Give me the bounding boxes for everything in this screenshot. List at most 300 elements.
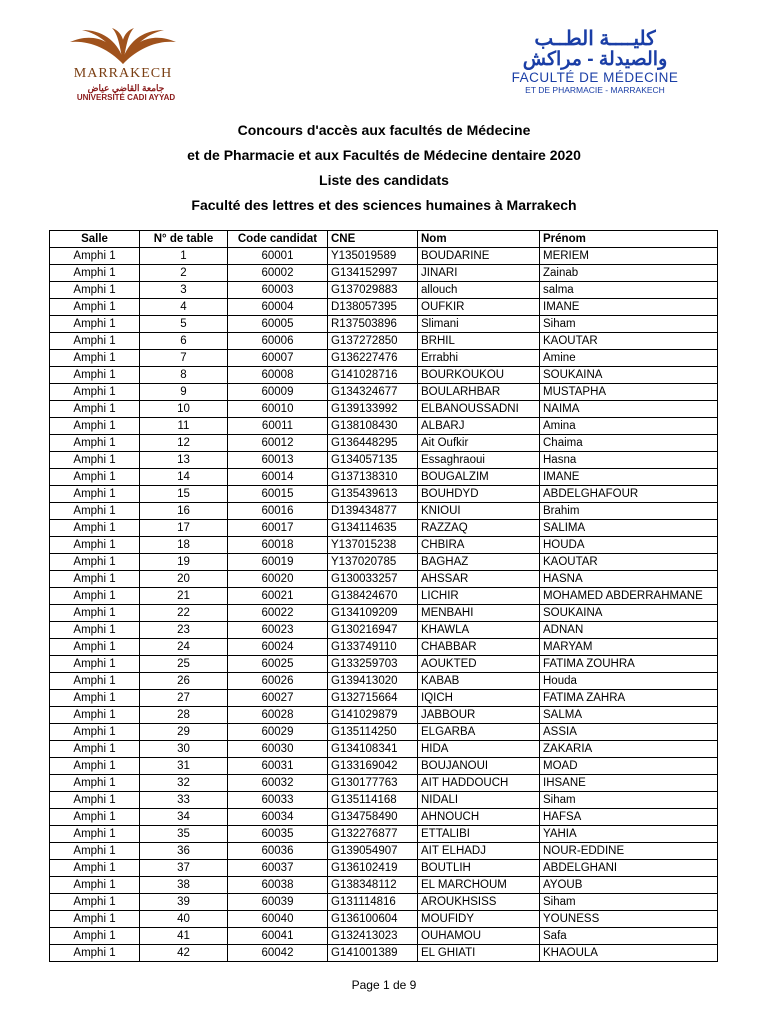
cell-table-number: 4 (140, 299, 228, 316)
cell-salle: Amphi 1 (50, 350, 140, 367)
table-row (50, 860, 718, 877)
table-row (50, 877, 718, 894)
table-row (50, 384, 718, 401)
cell-table-number: 40 (140, 911, 228, 928)
table-row (50, 758, 718, 775)
cell-salle: Amphi 1 (50, 299, 140, 316)
cell-candidate-code: 60022 (228, 605, 328, 622)
cell-cne: G136100604 (328, 911, 418, 928)
cell-salle: Amphi 1 (50, 809, 140, 826)
cell-last-name: JINARI (418, 265, 540, 282)
cell-first-name: IHSANE (540, 775, 718, 792)
cell-table-number: 42 (140, 945, 228, 962)
cell-last-name: EL MARCHOUM (418, 877, 540, 894)
cell-salle: Amphi 1 (50, 928, 140, 945)
cell-salle: Amphi 1 (50, 622, 140, 639)
cell-candidate-code: 60029 (228, 724, 328, 741)
cell-first-name: SALMA (540, 707, 718, 724)
cell-cne: G135114250 (328, 724, 418, 741)
cell-cne: G138424670 (328, 588, 418, 605)
cell-first-name: NAIMA (540, 401, 718, 418)
cell-cne: G137138310 (328, 469, 418, 486)
cell-cne: R137503896 (328, 316, 418, 333)
cell-candidate-code: 60007 (228, 350, 328, 367)
cell-candidate-code: 60034 (228, 809, 328, 826)
cell-salle: Amphi 1 (50, 384, 140, 401)
cell-salle: Amphi 1 (50, 316, 140, 333)
cell-first-name: Hasna (540, 452, 718, 469)
cell-first-name: MUSTAPHA (540, 384, 718, 401)
cell-table-number: 22 (140, 605, 228, 622)
title-line-3: Liste des candidats (319, 172, 449, 188)
cell-cne: Y137020785 (328, 554, 418, 571)
cell-candidate-code: 60004 (228, 299, 328, 316)
cell-candidate-code: 60028 (228, 707, 328, 724)
title-line-2: et de Pharmacie et aux Facultés de Médecine dentaire 2020 (187, 147, 581, 163)
cell-candidate-code: 60032 (228, 775, 328, 792)
cell-first-name: Siham (540, 792, 718, 809)
cell-cne: G133749110 (328, 639, 418, 656)
cell-last-name: ALBARJ (418, 418, 540, 435)
cell-salle: Amphi 1 (50, 741, 140, 758)
cell-candidate-code: 60019 (228, 554, 328, 571)
cell-cne: G134758490 (328, 809, 418, 826)
cell-first-name: MARYAM (540, 639, 718, 656)
cell-first-name: KAOUTAR (540, 333, 718, 350)
cell-table-number: 38 (140, 877, 228, 894)
cell-first-name: Amina (540, 418, 718, 435)
table-row (50, 401, 718, 418)
cell-last-name: AHSSAR (418, 571, 540, 588)
cell-last-name: BOUJANOUI (418, 758, 540, 775)
cell-first-name: salma (540, 282, 718, 299)
cell-last-name: Ait Oufkir (418, 435, 540, 452)
cell-salle: Amphi 1 (50, 401, 140, 418)
table-row (50, 554, 718, 571)
column-header-table-number: N° de table (140, 231, 228, 248)
table-row (50, 503, 718, 520)
cell-last-name: BOUTLIH (418, 860, 540, 877)
cell-first-name: Chaima (540, 435, 718, 452)
cell-table-number: 35 (140, 826, 228, 843)
cell-cne: G135114168 (328, 792, 418, 809)
cell-candidate-code: 60016 (228, 503, 328, 520)
cell-table-number: 34 (140, 809, 228, 826)
table-row (50, 843, 718, 860)
table-row (50, 367, 718, 384)
cell-first-name: SOUKAINA (540, 367, 718, 384)
cell-salle: Amphi 1 (50, 758, 140, 775)
cell-candidate-code: 60009 (228, 384, 328, 401)
cell-last-name: MENBAHI (418, 605, 540, 622)
cell-cne: G135439613 (328, 486, 418, 503)
cell-candidate-code: 60002 (228, 265, 328, 282)
cell-last-name: ELGARBA (418, 724, 540, 741)
cell-candidate-code: 60003 (228, 282, 328, 299)
cell-table-number: 7 (140, 350, 228, 367)
cell-candidate-code: 60042 (228, 945, 328, 962)
cell-salle: Amphi 1 (50, 792, 140, 809)
table-row (50, 265, 718, 282)
cell-salle: Amphi 1 (50, 469, 140, 486)
cell-first-name: IMANE (540, 299, 718, 316)
cell-first-name: YOUNESS (540, 911, 718, 928)
cell-table-number: 6 (140, 333, 228, 350)
cell-first-name: HAFSA (540, 809, 718, 826)
faculty-arabic-line1: كليــــة الطــب (534, 28, 656, 50)
cell-candidate-code: 60020 (228, 571, 328, 588)
column-header-salle: Salle (50, 231, 140, 248)
cell-cne: G137272850 (328, 333, 418, 350)
table-row (50, 282, 718, 299)
cell-salle: Amphi 1 (50, 435, 140, 452)
candidates-table (49, 230, 718, 962)
cell-salle: Amphi 1 (50, 486, 140, 503)
table-row (50, 809, 718, 826)
cell-last-name: EL GHIATI (418, 945, 540, 962)
table-row (50, 826, 718, 843)
cell-candidate-code: 60021 (228, 588, 328, 605)
cell-first-name: HASNA (540, 571, 718, 588)
cell-salle: Amphi 1 (50, 605, 140, 622)
document-titles (0, 118, 768, 218)
cell-cne: G132276877 (328, 826, 418, 843)
cell-last-name: allouch (418, 282, 540, 299)
cell-table-number: 19 (140, 554, 228, 571)
column-header-cne: CNE (328, 231, 418, 248)
cell-candidate-code: 60040 (228, 911, 328, 928)
cell-table-number: 20 (140, 571, 228, 588)
cell-salle: Amphi 1 (50, 656, 140, 673)
cell-table-number: 24 (140, 639, 228, 656)
palm-emblem-icon (68, 28, 178, 66)
table-row (50, 469, 718, 486)
cell-cne: G134109209 (328, 605, 418, 622)
cell-cne: G141029879 (328, 707, 418, 724)
cell-table-number: 8 (140, 367, 228, 384)
table-row (50, 588, 718, 605)
cell-cne: G141028716 (328, 367, 418, 384)
cell-last-name: AIT ELHADJ (418, 843, 540, 860)
cell-cne: G134152997 (328, 265, 418, 282)
cell-table-number: 26 (140, 673, 228, 690)
cell-cne: G138108430 (328, 418, 418, 435)
cell-last-name: MOUFIDY (418, 911, 540, 928)
cell-last-name: BOUHDYD (418, 486, 540, 503)
cell-table-number: 12 (140, 435, 228, 452)
table-row (50, 928, 718, 945)
cell-cne: G137029883 (328, 282, 418, 299)
cell-first-name: AYOUB (540, 877, 718, 894)
column-header-last-name: Nom (418, 231, 540, 248)
cell-first-name: YAHIA (540, 826, 718, 843)
cell-salle: Amphi 1 (50, 877, 140, 894)
cell-candidate-code: 60013 (228, 452, 328, 469)
cell-last-name: HIDA (418, 741, 540, 758)
cell-table-number: 28 (140, 707, 228, 724)
logo-university-text: UNIVERSITÉ CADI AYYAD (76, 93, 176, 102)
cell-salle: Amphi 1 (50, 571, 140, 588)
cell-candidate-code: 60017 (228, 520, 328, 537)
cell-table-number: 15 (140, 486, 228, 503)
cell-first-name: MERIEM (540, 248, 718, 265)
cell-last-name: IQICH (418, 690, 540, 707)
cell-cne: G131114816 (328, 894, 418, 911)
cell-table-number: 3 (140, 282, 228, 299)
cell-last-name: JABBOUR (418, 707, 540, 724)
table-row (50, 299, 718, 316)
cell-salle: Amphi 1 (50, 894, 140, 911)
cell-cne: G136448295 (328, 435, 418, 452)
table-row (50, 435, 718, 452)
cell-candidate-code: 60005 (228, 316, 328, 333)
title-line-4: Faculté des lettres et des sciences humaines à Marrakech (191, 197, 577, 213)
cell-salle: Amphi 1 (50, 248, 140, 265)
cell-first-name: IMANE (540, 469, 718, 486)
cell-last-name: BAGHAZ (418, 554, 540, 571)
cell-table-number: 37 (140, 860, 228, 877)
cell-table-number: 33 (140, 792, 228, 809)
cell-candidate-code: 60006 (228, 333, 328, 350)
cell-cne: G136227476 (328, 350, 418, 367)
table-row (50, 707, 718, 724)
table-row (50, 741, 718, 758)
cell-candidate-code: 60014 (228, 469, 328, 486)
cell-table-number: 16 (140, 503, 228, 520)
cell-salle: Amphi 1 (50, 503, 140, 520)
cell-table-number: 23 (140, 622, 228, 639)
cell-first-name: FATIMA ZAHRA (540, 690, 718, 707)
cell-candidate-code: 60041 (228, 928, 328, 945)
cell-last-name: RAZZAQ (418, 520, 540, 537)
page-number: Page 1 de 9 (351, 978, 417, 992)
cell-first-name: Siham (540, 894, 718, 911)
cell-first-name: Amine (540, 350, 718, 367)
cell-table-number: 29 (140, 724, 228, 741)
cell-salle: Amphi 1 (50, 265, 140, 282)
cell-cne: G132413023 (328, 928, 418, 945)
column-header-candidate-code: Code candidat (228, 231, 328, 248)
cell-last-name: BOURKOUKOU (418, 367, 540, 384)
table-row (50, 690, 718, 707)
cell-last-name: CHBIRA (418, 537, 540, 554)
cell-cne: G139413020 (328, 673, 418, 690)
cell-first-name: HOUDA (540, 537, 718, 554)
table-row (50, 452, 718, 469)
cell-last-name: Essaghraoui (418, 452, 540, 469)
cell-last-name: ELBANOUSSADNI (418, 401, 540, 418)
cell-cne: G134108341 (328, 741, 418, 758)
cell-last-name: AROUKHSISS (418, 894, 540, 911)
cell-cne: Y137015238 (328, 537, 418, 554)
cell-candidate-code: 60026 (228, 673, 328, 690)
cell-first-name: KHAOULA (540, 945, 718, 962)
table-header-row (50, 231, 718, 248)
cell-cne: G141001389 (328, 945, 418, 962)
cell-salle: Amphi 1 (50, 639, 140, 656)
cell-table-number: 5 (140, 316, 228, 333)
cell-first-name: ABDELGHANI (540, 860, 718, 877)
table-row (50, 316, 718, 333)
cell-last-name: OUHAMOU (418, 928, 540, 945)
table-row (50, 333, 718, 350)
cell-last-name: AOUKTED (418, 656, 540, 673)
cell-cne: D139434877 (328, 503, 418, 520)
cell-last-name: KNIOUI (418, 503, 540, 520)
cell-salle: Amphi 1 (50, 673, 140, 690)
cell-table-number: 36 (140, 843, 228, 860)
cell-first-name: NOUR-EDDINE (540, 843, 718, 860)
cell-first-name: ABDELGHAFOUR (540, 486, 718, 503)
table-row (50, 605, 718, 622)
cell-salle: Amphi 1 (50, 843, 140, 860)
cell-last-name: CHABBAR (418, 639, 540, 656)
cell-salle: Amphi 1 (50, 333, 140, 350)
cell-last-name: BRHIL (418, 333, 540, 350)
cell-table-number: 39 (140, 894, 228, 911)
cell-candidate-code: 60037 (228, 860, 328, 877)
title-line-1: Concours d'accès aux facultés de Médecine (237, 122, 531, 138)
cell-candidate-code: 60038 (228, 877, 328, 894)
table-row (50, 894, 718, 911)
table-row (50, 537, 718, 554)
cell-salle: Amphi 1 (50, 911, 140, 928)
cell-candidate-code: 60008 (228, 367, 328, 384)
cell-cne: G132715664 (328, 690, 418, 707)
cell-first-name: MOAD (540, 758, 718, 775)
cell-candidate-code: 60018 (228, 537, 328, 554)
cell-table-number: 9 (140, 384, 228, 401)
cell-cne: G138348112 (328, 877, 418, 894)
cell-table-number: 11 (140, 418, 228, 435)
cell-cne: D138057395 (328, 299, 418, 316)
cell-salle: Amphi 1 (50, 775, 140, 792)
cell-table-number: 25 (140, 656, 228, 673)
cell-table-number: 30 (140, 741, 228, 758)
cell-candidate-code: 60012 (228, 435, 328, 452)
cell-salle: Amphi 1 (50, 282, 140, 299)
cell-first-name: ADNAN (540, 622, 718, 639)
cell-table-number: 18 (140, 537, 228, 554)
cell-cne: G133259703 (328, 656, 418, 673)
cell-first-name: FATIMA ZOUHRA (540, 656, 718, 673)
cell-first-name: ZAKARIA (540, 741, 718, 758)
cell-salle: Amphi 1 (50, 520, 140, 537)
cell-candidate-code: 60036 (228, 843, 328, 860)
table-row (50, 418, 718, 435)
cell-table-number: 17 (140, 520, 228, 537)
faculty-arabic-line2: والصيدلة - مراكش (522, 49, 668, 70)
cell-last-name: BOUDARINE (418, 248, 540, 265)
cell-first-name: Brahim (540, 503, 718, 520)
table-row (50, 911, 718, 928)
cell-last-name: KHAWLA (418, 622, 540, 639)
cell-candidate-code: 60025 (228, 656, 328, 673)
cell-salle: Amphi 1 (50, 588, 140, 605)
cell-candidate-code: 60015 (228, 486, 328, 503)
cell-table-number: 10 (140, 401, 228, 418)
cell-salle: Amphi 1 (50, 537, 140, 554)
cell-cne: G136102419 (328, 860, 418, 877)
cell-cne: G134324677 (328, 384, 418, 401)
cell-first-name: Houda (540, 673, 718, 690)
cell-candidate-code: 60031 (228, 758, 328, 775)
cell-last-name: Errabhi (418, 350, 540, 367)
cell-salle: Amphi 1 (50, 860, 140, 877)
cell-table-number: 13 (140, 452, 228, 469)
cell-last-name: AHNOUCH (418, 809, 540, 826)
cell-first-name: SALIMA (540, 520, 718, 537)
cell-candidate-code: 60030 (228, 741, 328, 758)
faculty-french-line2: ET DE PHARMACIE - MARRAKECH (525, 85, 665, 95)
cell-candidate-code: 60035 (228, 826, 328, 843)
table-row (50, 248, 718, 265)
table-row (50, 724, 718, 741)
cell-candidate-code: 60027 (228, 690, 328, 707)
cell-last-name: KABAB (418, 673, 540, 690)
cell-table-number: 14 (140, 469, 228, 486)
cell-salle: Amphi 1 (50, 724, 140, 741)
cell-first-name: MOHAMED ABDERRAHMANE (540, 588, 718, 605)
cell-last-name: OUFKIR (418, 299, 540, 316)
cell-last-name: BOULARHBAR (418, 384, 540, 401)
cell-last-name: AIT HADDOUCH (418, 775, 540, 792)
cell-cne: G134114635 (328, 520, 418, 537)
cell-table-number: 2 (140, 265, 228, 282)
cell-cne: G130177763 (328, 775, 418, 792)
table-row (50, 639, 718, 656)
table-row (50, 520, 718, 537)
table-row (50, 945, 718, 962)
cell-salle: Amphi 1 (50, 452, 140, 469)
table-row (50, 350, 718, 367)
cell-first-name: KAOUTAR (540, 554, 718, 571)
cell-candidate-code: 60011 (228, 418, 328, 435)
cell-last-name: BOUGALZIM (418, 469, 540, 486)
cell-cne: G130216947 (328, 622, 418, 639)
university-logo (48, 28, 198, 103)
cell-last-name: NIDALI (418, 792, 540, 809)
table-row (50, 673, 718, 690)
cell-candidate-code: 60001 (228, 248, 328, 265)
cell-last-name: Slimani (418, 316, 540, 333)
cell-cne: G139054907 (328, 843, 418, 860)
cell-salle: Amphi 1 (50, 367, 140, 384)
cell-salle: Amphi 1 (50, 945, 140, 962)
cell-candidate-code: 60033 (228, 792, 328, 809)
faculty-logo (480, 28, 710, 108)
cell-cne: G133169042 (328, 758, 418, 775)
cell-salle: Amphi 1 (50, 554, 140, 571)
cell-table-number: 21 (140, 588, 228, 605)
cell-table-number: 27 (140, 690, 228, 707)
cell-table-number: 31 (140, 758, 228, 775)
cell-candidate-code: 60023 (228, 622, 328, 639)
cell-candidate-code: 60039 (228, 894, 328, 911)
table-row (50, 486, 718, 503)
cell-cne: G130033257 (328, 571, 418, 588)
table-row (50, 792, 718, 809)
cell-table-number: 1 (140, 248, 228, 265)
cell-cne: Y135019589 (328, 248, 418, 265)
cell-first-name: ASSIA (540, 724, 718, 741)
cell-table-number: 41 (140, 928, 228, 945)
cell-salle: Amphi 1 (50, 707, 140, 724)
logo-arabic-text: جامعة القاضي عياض (87, 83, 165, 93)
cell-first-name: Zainab (540, 265, 718, 282)
table-row (50, 775, 718, 792)
cell-salle: Amphi 1 (50, 690, 140, 707)
